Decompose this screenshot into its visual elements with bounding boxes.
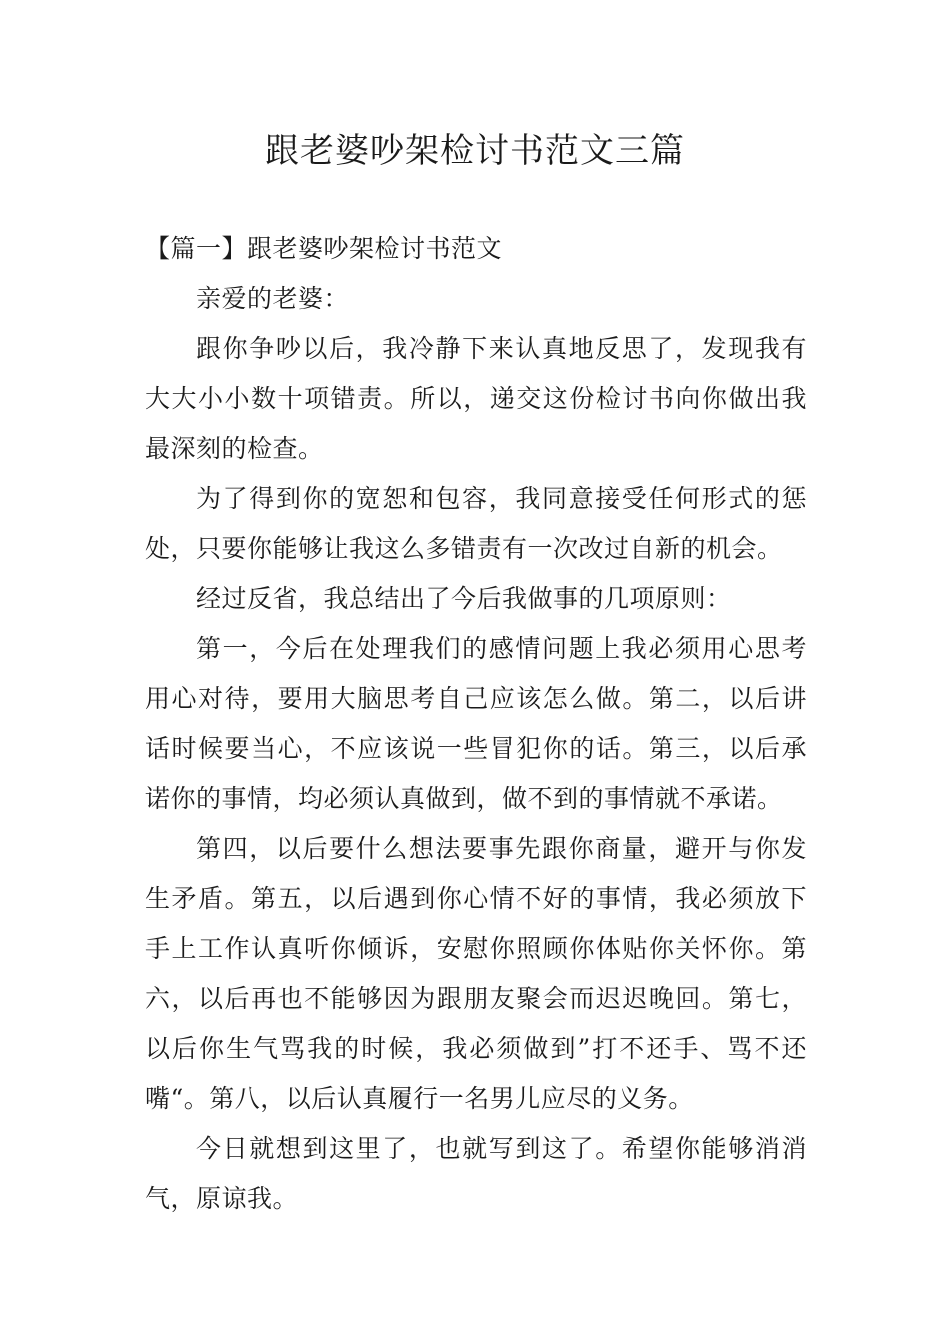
paragraph: 第一，今后在处理我们的感情问题上我必须用心思考用心对待，要用大脑思考自己应该怎么做。第二，以后讲话时候要当心，不应该说一些冒犯你的话。第三，以后承诺你的事情，均必须认真做到，做不到的事情就不承诺。 <box>145 634 807 813</box>
paragraph: 经过反省，我总结出了今后我做事的几项原则： <box>196 584 732 613</box>
section-heading: 【篇一】跟老婆吵架检讨书范文 <box>145 234 503 263</box>
paragraph: 今日就想到这里了，也就写到这了。希望你能够消消气，原谅我。 <box>145 1134 807 1213</box>
paragraph: 跟你争吵以后，我冷静下来认真地反思了，发现我有大大小小数十项错责。所以，递交这份检讨书向你做出我最深刻的检查。 <box>145 334 807 463</box>
document-body <box>145 224 807 1224</box>
paragraph: 第四，以后要什么想法要事先跟你商量，避开与你发生矛盾。第五，以后遇到你心情不好的事情，我必须放下手上工作认真听你倾诉，安慰你照顾你体贴你关怀你。第六，以后再也不能够因为跟朋友聚会而迟迟晚回。第七，以后你生气骂我的时候，我必须做到”打不还手、骂不还嘴“。第八，以后认真履行一名男儿应尽的义务。 <box>145 834 807 1113</box>
paragraph: 为了得到你的宽恕和包容，我同意接受任何形式的惩处，只要你能够让我这么多错责有一次改过自新的机会。 <box>145 484 807 563</box>
document-title: 跟老婆吵架检讨书范文三篇 <box>265 131 685 171</box>
salutation: 亲爱的老婆： <box>196 284 350 313</box>
